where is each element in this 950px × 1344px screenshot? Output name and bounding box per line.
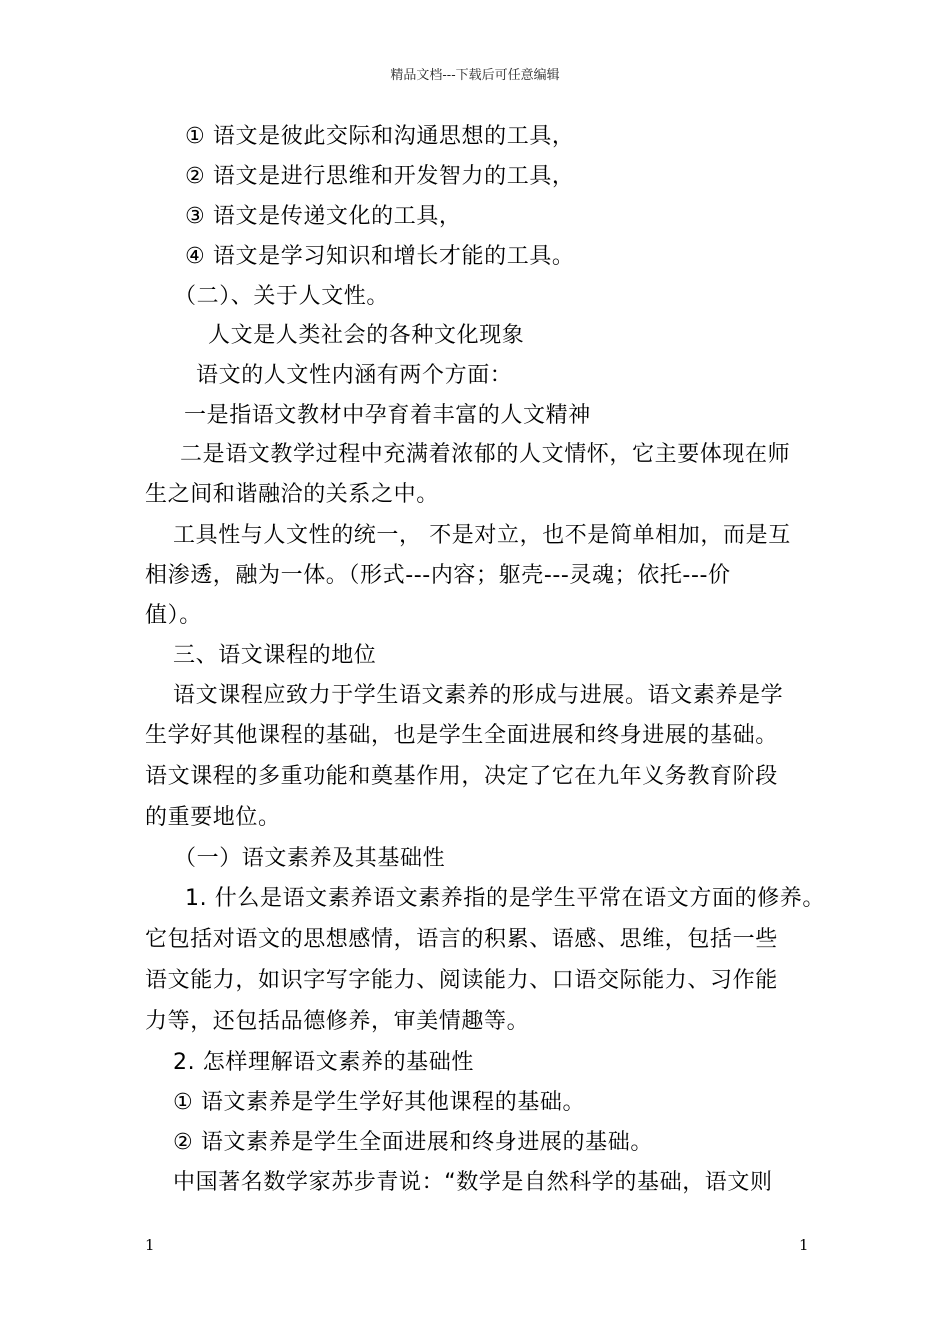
text-line: ① 语文素养是学生学好其他课程的基础。: [173, 1090, 586, 1115]
section-heading: （一）语文素养及其基础性: [174, 846, 446, 871]
text-line: 中国著名数学家苏步青说：“数学是自然科学的基础，语文则: [173, 1170, 773, 1195]
text-line: 二是语文教学过程中充满着浓郁的人文情怀，它主要体现在师: [180, 442, 791, 467]
text-line: ① 语文是彼此交际和沟通思想的工具，: [185, 124, 575, 149]
text-line: 语文课程应致力于学生语文素养的形成与进展。语文素养是学: [173, 683, 784, 708]
text-line: 力等，还包括品德修养，审美情趣等。: [145, 1009, 530, 1034]
text-line: ② 语文是进行思维和开发智力的工具，: [185, 164, 575, 189]
text-line: 它包括对语文的思想感情，语言的积累、语感、思维，包括一些: [145, 927, 778, 952]
text-line: ③ 语文是传递文化的工具，: [185, 204, 462, 229]
text-line: 语文能力，如识字写字能力、阅读能力、口语交际能力、习作能: [145, 968, 778, 993]
page-number-right: 1: [799, 1236, 809, 1254]
text-line: 语文的人文性内涵有两个方面：: [196, 363, 513, 388]
text-line: 1. 什么是语文素养语文素养指的是学生平常在语文方面的修养。: [185, 886, 825, 911]
text-line: 生学好其他课程的基础，也是学生全面进展和终身进展的基础。: [145, 723, 778, 748]
section-heading: （二）、关于人文性。: [174, 284, 390, 309]
text-line: ② 语文素养是学生全面进展和终身进展的基础。: [173, 1130, 653, 1155]
text-line: 一是指语文教材中孕育着丰富的人文精神: [184, 403, 591, 428]
text-line: 语文课程的多重功能和奠基作用，决定了它在九年义务教育阶段: [145, 764, 778, 789]
text-line: 生之间和谐融洽的关系之中。: [145, 482, 439, 507]
text-line: 工具性与人文性的统一， 不是对立，也不是简单相加，而是互: [173, 523, 791, 548]
section-heading: 2. 怎样理解语文素养的基础性: [173, 1050, 474, 1075]
page-header: 精品文档---下载后可任意编辑: [390, 68, 560, 83]
text-line: 人文是人类社会的各种文化现象: [208, 323, 525, 348]
text-line: 的重要地位。: [145, 805, 281, 830]
text-line: 值）。: [145, 603, 202, 628]
text-line: ④ 语文是学习知识和增长才能的工具。: [185, 244, 575, 269]
text-line: 相渗透，融为一体。（形式---内容；躯壳---灵魂；依托---价: [145, 563, 731, 588]
section-heading: 三、语文课程的地位: [173, 643, 377, 668]
page-number-left: 1: [145, 1236, 155, 1254]
